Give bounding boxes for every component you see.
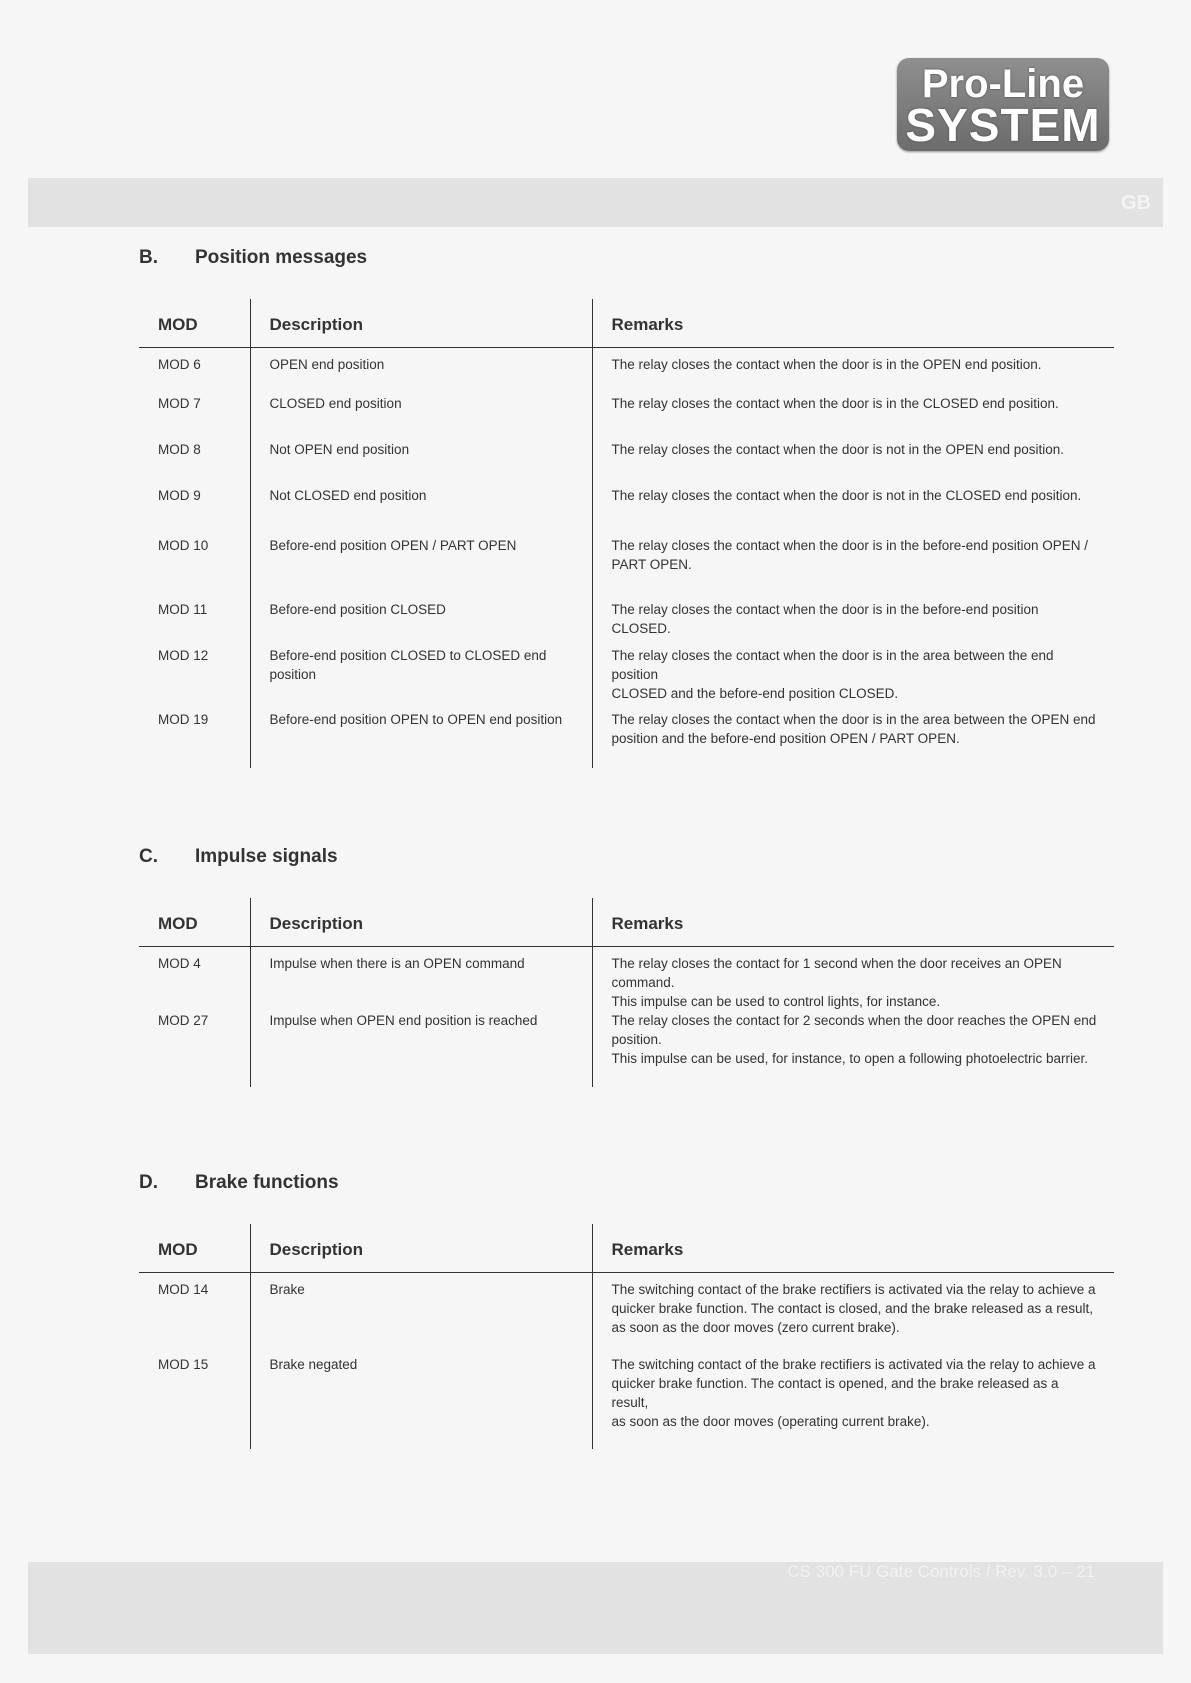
header-mod: MOD — [139, 898, 250, 947]
cell-mod: MOD 6 — [158, 357, 201, 372]
section-position-messages — [139, 247, 1114, 768]
table-row — [139, 486, 1114, 536]
logo-line2: SYSTEM — [905, 99, 1101, 151]
section-brake-functions — [139, 1172, 1114, 1449]
language-tag: GB — [1121, 192, 1151, 214]
cell-mod: MOD 14 — [158, 1282, 209, 1297]
brake-functions-table — [139, 1224, 1114, 1449]
cell-remark: The relay closes the contact when the door is in the OPEN end position. — [592, 348, 1114, 394]
table-row — [139, 600, 1114, 646]
cell-description: Impulse when OPEN end position is reached — [250, 1011, 592, 1087]
cell-remark: The relay closes the contact for 1 second when the door receives an OPEN command. This impulse can be used to control lights, for instance. — [592, 947, 1114, 1012]
cell-remark: The relay closes the contact when the door is in the before-end position CLOSED. — [592, 600, 1114, 646]
position-messages-table — [139, 299, 1114, 768]
header-mod: MOD — [139, 1224, 250, 1273]
table-row — [139, 348, 1114, 394]
cell-remark: The relay closes the contact when the door is in the area between the OPEN end position and the before-end position OPEN / PART OPEN. — [592, 710, 1114, 768]
cell-description: Before-end position CLOSED — [250, 600, 592, 646]
header-remarks: Remarks — [592, 299, 1114, 348]
header-mod: MOD — [139, 299, 250, 348]
footer-text: CS 300 FU Gate Controls / Rev. 3.0 – 21 — [787, 1562, 1095, 1581]
cell-mod: MOD 15 — [158, 1356, 209, 1372]
header-description: Description — [250, 898, 592, 947]
cell-remark: The switching contact of the brake rectifiers is activated via the relay to achieve a quicker brake function. The contact is opened, and the brake released as a result, as soon as the door moves (operating current brake). — [592, 1355, 1114, 1449]
table-row — [139, 646, 1114, 710]
cell-description: Before-end position OPEN to OPEN end position — [250, 710, 592, 768]
section-title: Impulse signals — [195, 846, 338, 867]
table-header-row — [139, 299, 1114, 348]
cell-mod: MOD 9 — [158, 487, 201, 503]
header-band — [28, 178, 1163, 227]
table-row — [139, 440, 1114, 486]
cell-mod: MOD 12 — [158, 647, 209, 663]
impulse-signals-table — [139, 898, 1114, 1087]
cell-description: Before-end position OPEN / PART OPEN — [250, 536, 592, 600]
cell-remark: The relay closes the contact when the door is in the CLOSED end position. — [592, 394, 1114, 440]
header-remarks: Remarks — [592, 1224, 1114, 1273]
cell-remark: The relay closes the contact for 2 seconds when the door reaches the OPEN end position. This impulse can be used, for instance, to open a following photoelectric barrier. — [592, 1011, 1114, 1087]
table-row — [139, 1011, 1114, 1087]
cell-mod: MOD 8 — [158, 441, 201, 457]
section-impulse-signals — [139, 846, 1114, 1087]
table-header-row — [139, 898, 1114, 947]
cell-remark: The relay closes the contact when the door is not in the OPEN end position. — [592, 440, 1114, 486]
cell-description: Not OPEN end position — [250, 440, 592, 486]
table-header-row — [139, 1224, 1114, 1273]
table-row — [139, 394, 1114, 440]
cell-remark: The relay closes the contact when the door is in the before-end position OPEN / PART OPEN. — [592, 536, 1114, 600]
section-heading — [139, 1172, 1114, 1202]
cell-remark: The relay closes the contact when the door is in the area between the end position CLOSED and the before-end position CLOSED. — [592, 646, 1114, 710]
pro-line-system-logo — [897, 58, 1109, 151]
header-description: Description — [250, 1224, 592, 1273]
cell-remark: The relay closes the contact when the door is not in the CLOSED end position. — [592, 486, 1114, 536]
cell-description: Not CLOSED end position — [250, 486, 592, 536]
header-description: Description — [250, 299, 592, 348]
cell-remark: The switching contact of the brake rectifiers is activated via the relay to achieve a quicker brake function. The contact is closed, and the brake released as a result, as soon as the door moves (zero current brake). — [592, 1273, 1114, 1355]
cell-mod: MOD 10 — [158, 537, 209, 553]
cell-description: CLOSED end position — [250, 394, 592, 440]
cell-mod: MOD 7 — [158, 395, 201, 411]
header-remarks: Remarks — [592, 898, 1114, 947]
cell-description: OPEN end position — [250, 348, 592, 394]
table-row — [139, 536, 1114, 600]
cell-mod: MOD 11 — [158, 601, 208, 617]
logo-line1: Pro-Line — [921, 62, 1085, 106]
table-row — [139, 1355, 1114, 1449]
section-title: Brake functions — [195, 1172, 339, 1193]
cell-mod: MOD 4 — [158, 956, 201, 971]
section-letter: C. — [139, 846, 158, 867]
section-letter: D. — [139, 1172, 158, 1193]
section-heading — [139, 846, 1114, 876]
cell-mod: MOD 19 — [158, 711, 209, 727]
cell-mod: MOD 27 — [158, 1013, 209, 1028]
cell-description: Brake — [250, 1273, 592, 1355]
section-title: Position messages — [195, 247, 368, 268]
section-heading — [139, 247, 1114, 277]
footer-band — [28, 1562, 1163, 1654]
table-row — [139, 1273, 1114, 1355]
cell-description: Before-end position CLOSED to CLOSED end position — [250, 646, 592, 710]
section-letter: B. — [139, 247, 158, 268]
table-row — [139, 947, 1114, 1012]
table-row — [139, 710, 1114, 768]
cell-description: Impulse when there is an OPEN command — [250, 947, 592, 1012]
cell-description: Brake negated — [250, 1355, 592, 1449]
